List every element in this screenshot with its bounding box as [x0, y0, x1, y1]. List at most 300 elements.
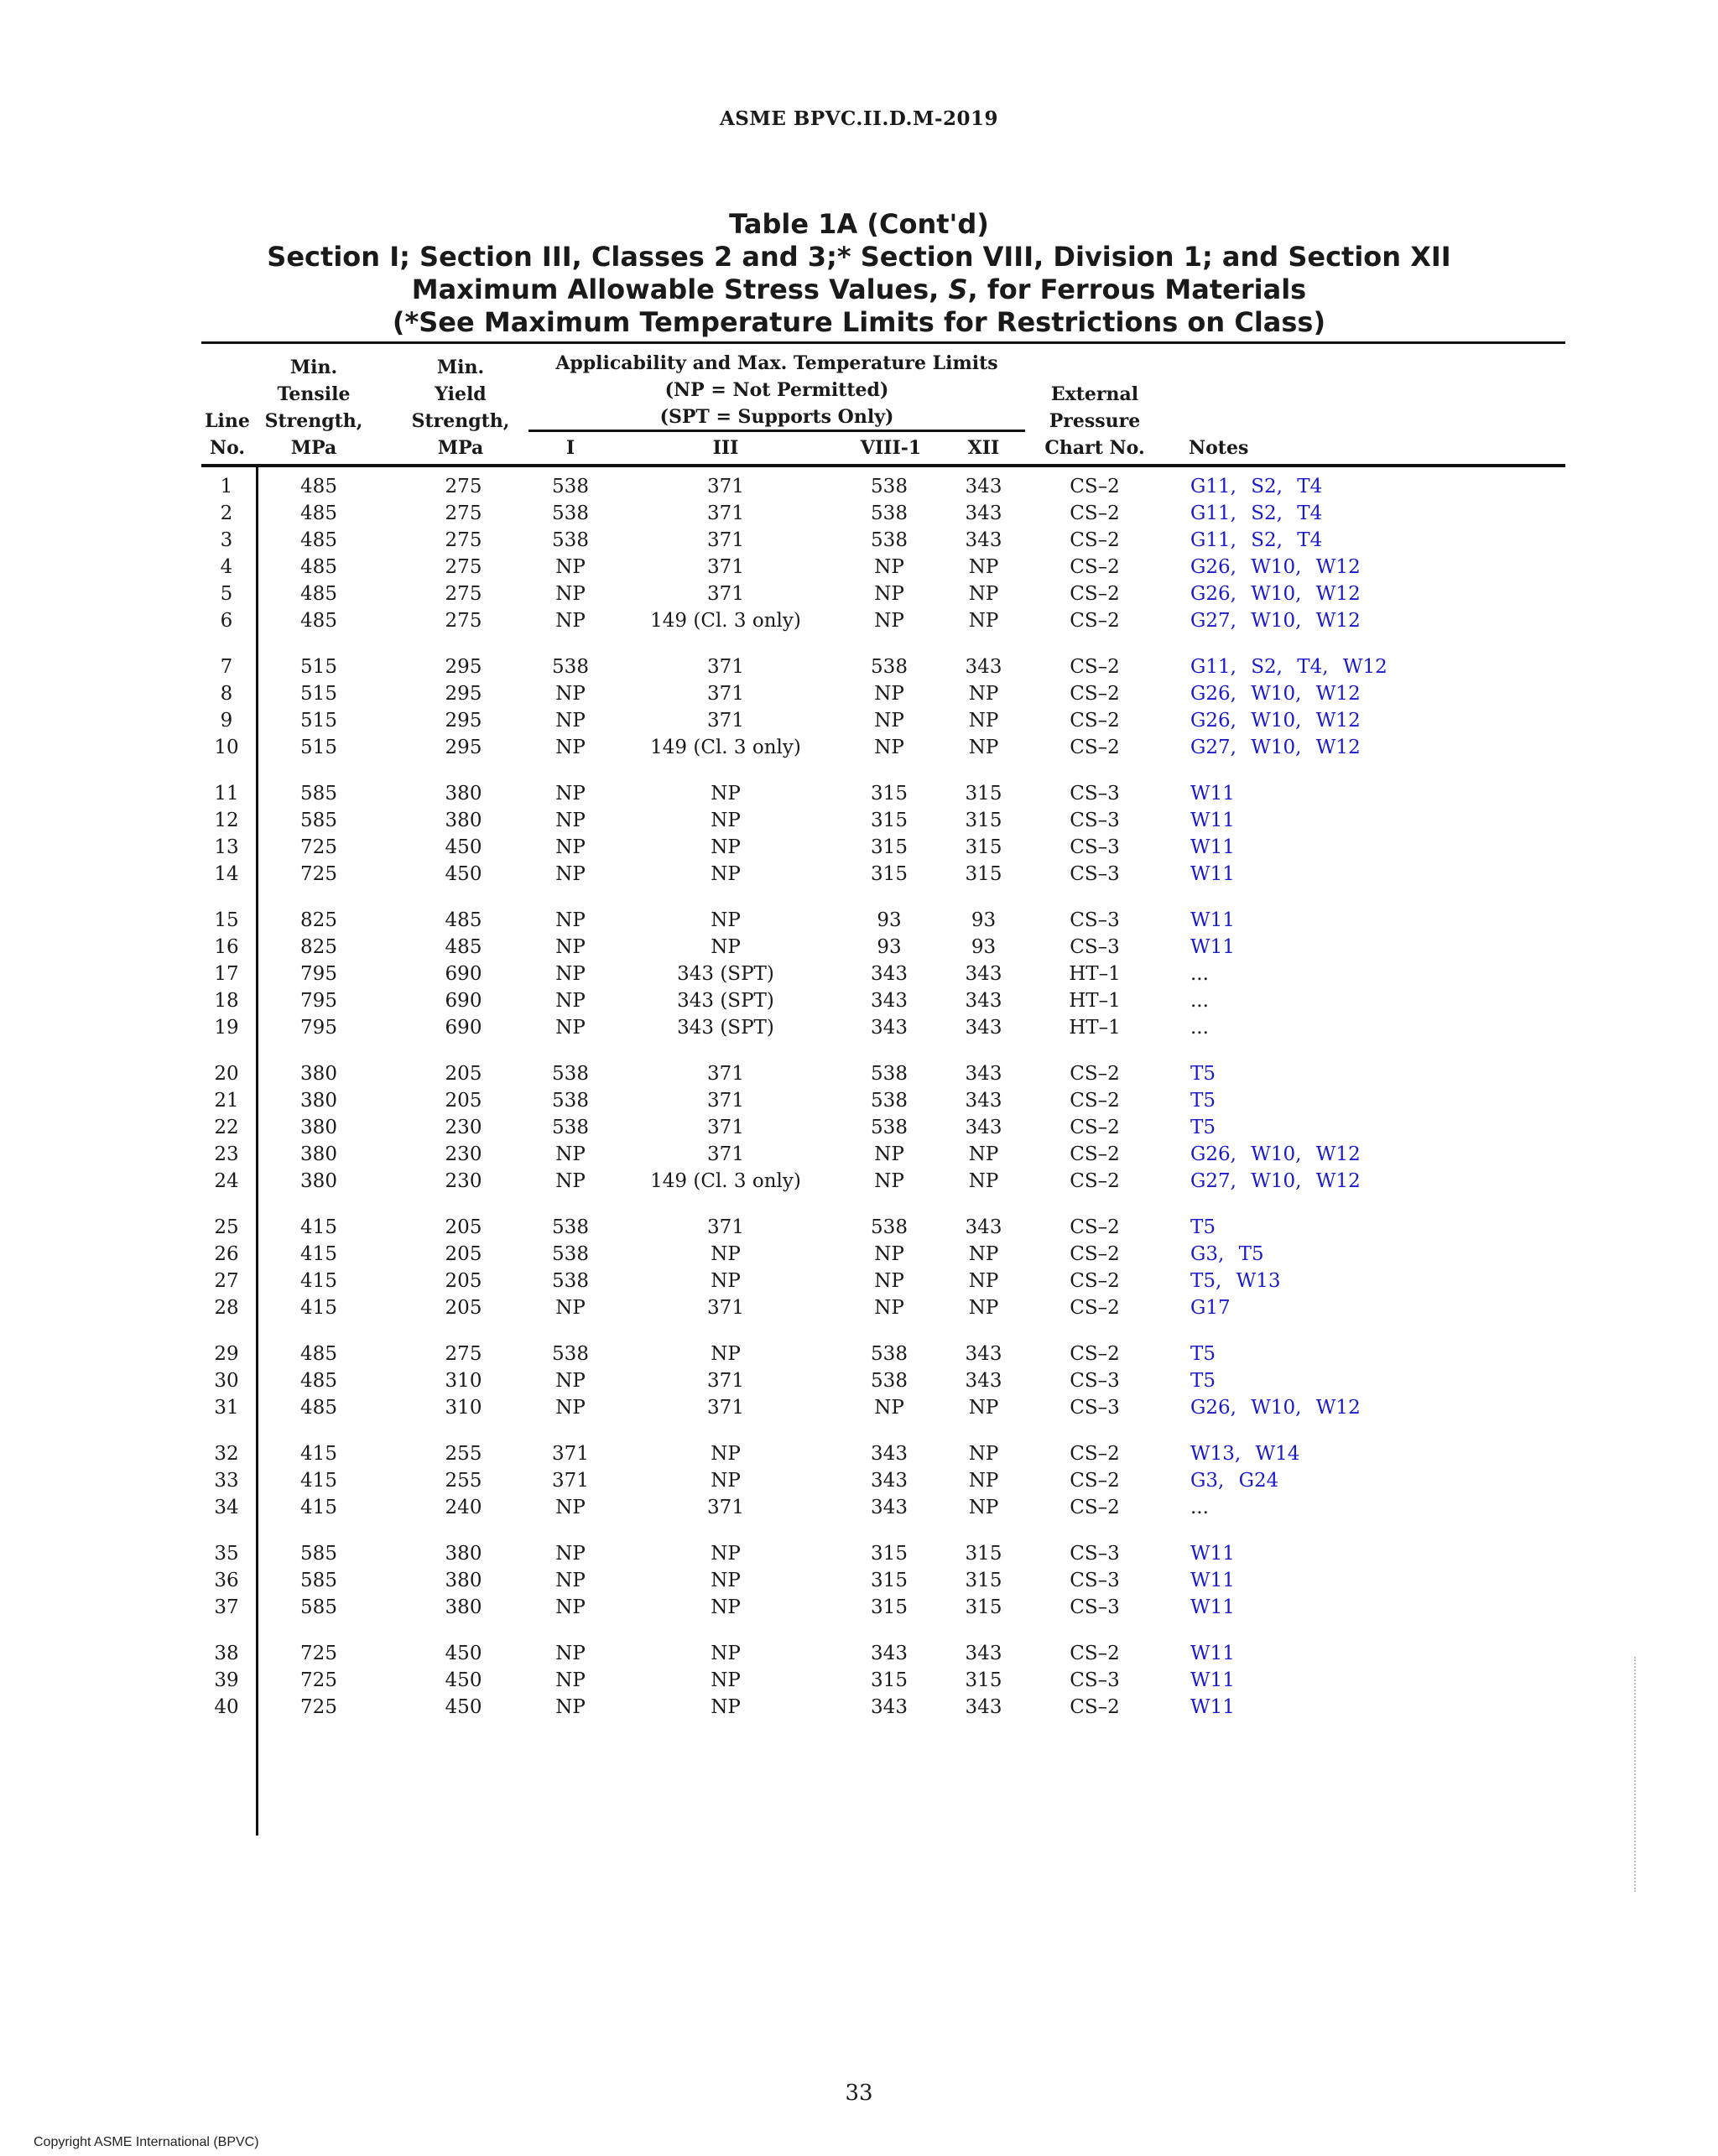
cell-notes[interactable]: G3, G24: [1190, 1470, 1279, 1492]
cell-XII: NP: [968, 1397, 999, 1419]
cell-notes[interactable]: G26, W10, W12: [1190, 556, 1361, 578]
cell-I: NP: [555, 1297, 586, 1319]
margin-dot-trail: [1634, 1657, 1643, 1892]
cell-chart-no: CS–2: [1070, 503, 1120, 524]
cell-chart-no: CS–2: [1070, 1270, 1120, 1292]
cell-tensile: 725: [300, 1643, 337, 1664]
cell-I: NP: [555, 1170, 586, 1192]
cell-line-no: 9: [220, 710, 233, 732]
cell-notes[interactable]: G26, W10, W12: [1190, 1397, 1361, 1419]
cell-I: NP: [555, 683, 586, 705]
cell-VIII-1: NP: [874, 1243, 904, 1265]
cell-I: 538: [552, 1243, 589, 1265]
cell-VIII-1: 538: [871, 656, 908, 678]
cell-tensile: 515: [300, 710, 337, 732]
cell-notes[interactable]: G26, W10, W12: [1190, 710, 1361, 732]
cell-notes: ...: [1190, 1017, 1209, 1039]
cell-I: NP: [555, 1397, 586, 1419]
cell-III: 371: [707, 476, 744, 497]
cell-III: NP: [711, 1543, 741, 1565]
cell-VIII-1: NP: [874, 1270, 904, 1292]
cell-chart-no: CS–2: [1070, 710, 1120, 732]
cell-XII: 343: [965, 1696, 1002, 1718]
cell-XII: NP: [968, 1297, 999, 1319]
cell-XII: 343: [965, 1216, 1002, 1238]
cell-XII: NP: [968, 1497, 999, 1518]
cell-XII: NP: [968, 1170, 999, 1192]
cell-III: 149 (Cl. 3 only): [650, 1170, 801, 1192]
cell-VIII-1: NP: [874, 610, 904, 632]
cell-tensile: 585: [300, 783, 337, 805]
cell-chart-no: CS–2: [1070, 529, 1120, 551]
cell-XII: 315: [965, 1570, 1002, 1591]
cell-yield: 485: [445, 909, 482, 931]
cell-I: 538: [552, 1270, 589, 1292]
cell-chart-no: CS–3: [1070, 836, 1120, 858]
cell-I: NP: [555, 710, 586, 732]
cell-tensile: 485: [300, 583, 337, 605]
cell-XII: 343: [965, 1117, 1002, 1138]
cell-III: NP: [711, 936, 741, 958]
cell-yield: 295: [445, 737, 482, 758]
cell-I: 538: [552, 529, 589, 551]
table-title: [0, 208, 1718, 339]
cell-I: NP: [555, 990, 586, 1012]
cell-III: NP: [711, 810, 741, 831]
cell-III: 371: [707, 1063, 744, 1085]
cell-VIII-1: NP: [874, 1170, 904, 1192]
cell-chart-no: CS–2: [1070, 1443, 1120, 1465]
cell-line-no: 3: [220, 529, 233, 551]
cell-notes[interactable]: W11: [1190, 836, 1235, 858]
cell-III: NP: [711, 909, 741, 931]
cell-VIII-1: 343: [871, 963, 908, 985]
cell-line-no: 4: [220, 556, 233, 578]
cell-notes[interactable]: G27, W10, W12: [1190, 737, 1361, 758]
header-min-yield: Min. Yield Strength, MPa: [411, 357, 510, 459]
cell-I: 538: [552, 503, 589, 524]
cell-tensile: 515: [300, 737, 337, 758]
cell-tensile: 485: [300, 1397, 337, 1419]
cell-chart-no: HT–1: [1069, 1017, 1121, 1039]
cell-III: 343 (SPT): [677, 963, 774, 985]
cell-yield: 275: [445, 529, 482, 551]
cell-VIII-1: 538: [871, 529, 908, 551]
cell-yield: 380: [445, 810, 482, 831]
cell-notes: ...: [1190, 990, 1209, 1012]
cell-notes[interactable]: G27, W10, W12: [1190, 610, 1361, 632]
cell-notes[interactable]: W11: [1190, 936, 1235, 958]
cell-I: NP: [555, 1017, 586, 1039]
cell-yield: 485: [445, 936, 482, 958]
cell-I: NP: [555, 836, 586, 858]
cell-VIII-1: NP: [874, 1397, 904, 1419]
cell-VIII-1: 538: [871, 1117, 908, 1138]
cell-VIII-1: 315: [871, 783, 908, 805]
cell-III: NP: [711, 863, 741, 885]
cell-yield: 275: [445, 476, 482, 497]
cell-chart-no: CS–3: [1070, 810, 1120, 831]
cell-tensile: 415: [300, 1443, 337, 1465]
cell-tensile: 585: [300, 1596, 337, 1618]
cell-chart-no: HT–1: [1069, 963, 1121, 985]
cell-line-no: 37: [214, 1596, 239, 1618]
cell-chart-no: CS–2: [1070, 1117, 1120, 1138]
cell-line-no: 6: [220, 610, 233, 632]
cell-tensile: 795: [300, 963, 337, 985]
cell-VIII-1: 343: [871, 1443, 908, 1465]
cell-tensile: 380: [300, 1117, 337, 1138]
cell-chart-no: HT–1: [1069, 990, 1121, 1012]
cell-line-no: 32: [214, 1443, 239, 1465]
cell-yield: 205: [445, 1243, 482, 1265]
cell-chart-no: CS–2: [1070, 1297, 1120, 1319]
cell-line-no: 22: [214, 1117, 239, 1138]
title-line-4: (*See Maximum Temperature Limits for Restrictions on Class): [392, 306, 1326, 338]
cell-I: 538: [552, 1063, 589, 1085]
cell-tensile: 485: [300, 556, 337, 578]
cell-III: 371: [707, 1117, 744, 1138]
cell-yield: 310: [445, 1370, 482, 1392]
cell-III: 371: [707, 1090, 744, 1112]
cell-I: 538: [552, 1216, 589, 1238]
cell-III: NP: [711, 1343, 741, 1365]
title-line-1: Table 1A (Cont'd): [729, 208, 989, 240]
cell-notes[interactable]: W11: [1190, 1643, 1235, 1664]
cell-XII: 343: [965, 1017, 1002, 1039]
cell-tensile: 485: [300, 1343, 337, 1365]
cell-tensile: 415: [300, 1497, 337, 1518]
cell-XII: NP: [968, 1443, 999, 1465]
cell-III: NP: [711, 1270, 741, 1292]
cell-notes[interactable]: G3, T5: [1190, 1243, 1264, 1265]
cell-tensile: 795: [300, 1017, 337, 1039]
cell-tensile: 585: [300, 1543, 337, 1565]
cell-tensile: 415: [300, 1470, 337, 1492]
cell-VIII-1: 315: [871, 1543, 908, 1565]
cell-chart-no: CS–2: [1070, 1470, 1120, 1492]
cell-I: NP: [555, 810, 586, 831]
cell-chart-no: CS–3: [1070, 1397, 1120, 1419]
cell-I: NP: [555, 583, 586, 605]
cell-notes: ...: [1190, 1497, 1209, 1518]
cell-line-no: 1: [220, 476, 233, 497]
header-notes: Notes: [1189, 437, 1249, 459]
cell-yield: 255: [445, 1470, 482, 1492]
cell-line-no: 28: [214, 1297, 239, 1319]
cell-III: 371: [707, 503, 744, 524]
cell-tensile: 485: [300, 1370, 337, 1392]
cell-VIII-1: 538: [871, 1370, 908, 1392]
cell-line-no: 16: [214, 936, 239, 958]
cell-chart-no: CS–2: [1070, 1063, 1120, 1085]
cell-chart-no: CS–2: [1070, 737, 1120, 758]
cell-notes[interactable]: T5: [1190, 1090, 1216, 1112]
cell-chart-no: CS–3: [1070, 1669, 1120, 1691]
cell-line-no: 7: [220, 656, 233, 678]
cell-line-no: 13: [214, 836, 239, 858]
cell-III: 371: [707, 1397, 744, 1419]
table-top-rule: [201, 341, 1565, 344]
cell-line-no: 23: [214, 1143, 239, 1165]
cell-XII: NP: [968, 737, 999, 758]
cell-notes[interactable]: T5: [1190, 1343, 1216, 1365]
cell-line-no: 25: [214, 1216, 239, 1238]
cell-tensile: 795: [300, 990, 337, 1012]
header-line-no: Line No.: [205, 410, 250, 459]
cell-III: 371: [707, 1370, 744, 1392]
cell-notes[interactable]: G11, S2, T4: [1190, 503, 1323, 524]
cell-III: 371: [707, 583, 744, 605]
cell-line-no: 11: [214, 783, 239, 805]
cell-III: 343 (SPT): [677, 1017, 774, 1039]
cell-notes[interactable]: W11: [1190, 1596, 1235, 1618]
cell-yield: 230: [445, 1117, 482, 1138]
cell-III: 371: [707, 1216, 744, 1238]
cell-XII: 343: [965, 476, 1002, 497]
cell-chart-no: CS–3: [1070, 863, 1120, 885]
cell-notes[interactable]: T5: [1190, 1117, 1216, 1138]
page-number: 33: [845, 2080, 873, 2106]
cell-VIII-1: 315: [871, 1570, 908, 1591]
cell-I: 538: [552, 1117, 589, 1138]
cell-XII: 343: [965, 1370, 1002, 1392]
cell-notes[interactable]: T5: [1190, 1063, 1216, 1085]
cell-III: NP: [711, 1696, 741, 1718]
cell-I: NP: [555, 1643, 586, 1664]
cell-I: NP: [555, 1370, 586, 1392]
cell-XII: NP: [968, 1243, 999, 1265]
cell-XII: NP: [968, 556, 999, 578]
cell-tensile: 485: [300, 476, 337, 497]
cell-line-no: 36: [214, 1570, 239, 1591]
cell-III: 371: [707, 1143, 744, 1165]
cell-III: NP: [711, 1669, 741, 1691]
cell-notes[interactable]: G11, S2, T4, W12: [1190, 656, 1387, 678]
cell-XII: 343: [965, 529, 1002, 551]
cell-XII: 343: [965, 1643, 1002, 1664]
cell-III: 149 (Cl. 3 only): [650, 737, 801, 758]
cell-VIII-1: 538: [871, 1090, 908, 1112]
cell-III: 371: [707, 656, 744, 678]
cell-XII: NP: [968, 710, 999, 732]
cell-yield: 450: [445, 1696, 482, 1718]
cell-notes[interactable]: G26, W10, W12: [1190, 1143, 1361, 1165]
cell-yield: 275: [445, 556, 482, 578]
cell-XII: 343: [965, 1063, 1002, 1085]
cell-yield: 205: [445, 1090, 482, 1112]
cell-yield: 690: [445, 990, 482, 1012]
cell-line-no: 33: [214, 1470, 239, 1492]
cell-VIII-1: 538: [871, 1343, 908, 1365]
cell-yield: 295: [445, 656, 482, 678]
cell-line-no: 20: [214, 1063, 239, 1085]
cell-yield: 240: [445, 1497, 482, 1518]
cell-notes[interactable]: W11: [1190, 1696, 1235, 1718]
cell-chart-no: CS–3: [1070, 783, 1120, 805]
cell-yield: 275: [445, 583, 482, 605]
cell-yield: 295: [445, 683, 482, 705]
cell-notes[interactable]: W11: [1190, 863, 1235, 885]
cell-tensile: 725: [300, 1696, 337, 1718]
cell-XII: NP: [968, 610, 999, 632]
cell-yield: 450: [445, 1669, 482, 1691]
cell-line-no: 40: [214, 1696, 239, 1718]
copyright-notice: Copyright ASME International (BPVC): [34, 2135, 259, 2149]
cell-VIII-1: NP: [874, 737, 904, 758]
cell-III: NP: [711, 1596, 741, 1618]
cell-yield: 690: [445, 1017, 482, 1039]
running-header: ASME BPVC.II.D.M-2019: [719, 107, 999, 130]
cell-line-no: 35: [214, 1543, 239, 1565]
cell-chart-no: CS–3: [1070, 1543, 1120, 1565]
cell-tensile: 380: [300, 1143, 337, 1165]
cell-notes[interactable]: W11: [1190, 909, 1235, 931]
cell-line-no: 5: [220, 583, 233, 605]
cell-line-no: 10: [214, 737, 239, 758]
cell-yield: 205: [445, 1270, 482, 1292]
cell-notes[interactable]: T5: [1190, 1370, 1216, 1392]
cell-VIII-1: 315: [871, 810, 908, 831]
cell-chart-no: CS–3: [1070, 1370, 1120, 1392]
cell-III: 371: [707, 710, 744, 732]
cell-yield: 380: [445, 783, 482, 805]
cell-VIII-1: 343: [871, 1696, 908, 1718]
cell-notes[interactable]: T5: [1190, 1216, 1216, 1238]
cell-line-no: 26: [214, 1243, 239, 1265]
cell-tensile: 515: [300, 683, 337, 705]
cell-VIII-1: NP: [874, 710, 904, 732]
applicability-rule: [528, 430, 1025, 432]
cell-I: NP: [555, 1669, 586, 1691]
cell-yield: 310: [445, 1397, 482, 1419]
cell-line-no: 2: [220, 503, 233, 524]
cell-line-no: 34: [214, 1497, 239, 1518]
cell-notes[interactable]: W11: [1190, 783, 1235, 805]
cell-yield: 230: [445, 1143, 482, 1165]
cell-chart-no: CS–3: [1070, 1596, 1120, 1618]
cell-line-no: 15: [214, 909, 239, 931]
cell-yield: 275: [445, 610, 482, 632]
cell-III: 371: [707, 529, 744, 551]
cell-VIII-1: 93: [877, 936, 902, 958]
cell-I: NP: [555, 963, 586, 985]
cell-yield: 230: [445, 1170, 482, 1192]
cell-VIII-1: 315: [871, 1596, 908, 1618]
cell-notes[interactable]: G11, S2, T4: [1190, 476, 1323, 497]
cell-tensile: 415: [300, 1297, 337, 1319]
cell-chart-no: CS–3: [1070, 1570, 1120, 1591]
title-line-3: Maximum Allowable Stress Values, S, for Ferrous Materials: [411, 273, 1307, 305]
cell-line-no: 18: [214, 990, 239, 1012]
cell-III: NP: [711, 1470, 741, 1492]
cell-yield: 295: [445, 710, 482, 732]
cell-III: NP: [711, 1643, 741, 1664]
cell-tensile: 485: [300, 529, 337, 551]
cell-yield: 450: [445, 836, 482, 858]
cell-chart-no: CS–2: [1070, 1643, 1120, 1664]
cell-VIII-1: NP: [874, 1297, 904, 1319]
cell-notes[interactable]: W13, W14: [1190, 1443, 1300, 1465]
cell-notes[interactable]: G26, W10, W12: [1190, 583, 1361, 605]
cell-XII: 343: [965, 1090, 1002, 1112]
cell-chart-no: CS–2: [1070, 1497, 1120, 1518]
cell-XII: 315: [965, 810, 1002, 831]
cell-chart-no: CS–3: [1070, 909, 1120, 931]
cell-tensile: 415: [300, 1216, 337, 1238]
cell-notes[interactable]: W11: [1190, 810, 1235, 831]
cell-I: NP: [555, 1143, 586, 1165]
cell-notes[interactable]: W11: [1190, 1669, 1235, 1691]
cell-I: NP: [555, 1696, 586, 1718]
cell-tensile: 515: [300, 656, 337, 678]
cell-line-no: 19: [214, 1017, 239, 1039]
cell-chart-no: CS–2: [1070, 556, 1120, 578]
cell-I: NP: [555, 1596, 586, 1618]
cell-XII: NP: [968, 683, 999, 705]
cell-line-no: 27: [214, 1270, 239, 1292]
cell-VIII-1: 538: [871, 1063, 908, 1085]
cell-XII: 93: [971, 909, 997, 931]
cell-yield: 450: [445, 1643, 482, 1664]
header-col-I: I: [565, 437, 575, 459]
cell-line-no: 17: [214, 963, 239, 985]
cell-tensile: 725: [300, 863, 337, 885]
cell-notes[interactable]: W11: [1190, 1543, 1235, 1565]
cell-notes[interactable]: T5, W13: [1190, 1270, 1281, 1292]
cell-XII: NP: [968, 1270, 999, 1292]
cell-tensile: 380: [300, 1063, 337, 1085]
cell-I: NP: [555, 909, 586, 931]
cell-notes[interactable]: G17: [1190, 1297, 1231, 1319]
cell-XII: NP: [968, 1143, 999, 1165]
cell-notes[interactable]: G26, W10, W12: [1190, 683, 1361, 705]
cell-VIII-1: NP: [874, 1143, 904, 1165]
cell-III: NP: [711, 1243, 741, 1265]
cell-yield: 205: [445, 1297, 482, 1319]
cell-chart-no: CS–2: [1070, 1343, 1120, 1365]
cell-VIII-1: 315: [871, 863, 908, 885]
cell-notes[interactable]: W11: [1190, 1570, 1235, 1591]
cell-line-no: 39: [214, 1669, 239, 1691]
cell-I: NP: [555, 1570, 586, 1591]
cell-notes[interactable]: G11, S2, T4: [1190, 529, 1323, 551]
cell-notes[interactable]: G27, W10, W12: [1190, 1170, 1361, 1192]
cell-VIII-1: 538: [871, 503, 908, 524]
header-col-III: III: [712, 437, 739, 459]
cell-VIII-1: 538: [871, 1216, 908, 1238]
cell-chart-no: CS–2: [1070, 476, 1120, 497]
cell-III: 371: [707, 683, 744, 705]
cell-XII: 93: [971, 936, 997, 958]
cell-XII: 315: [965, 1669, 1002, 1691]
cell-line-no: 14: [214, 863, 239, 885]
cell-tensile: 725: [300, 836, 337, 858]
cell-tensile: 725: [300, 1669, 337, 1691]
cell-I: 371: [552, 1443, 589, 1465]
cell-I: NP: [555, 556, 586, 578]
cell-III: NP: [711, 836, 741, 858]
cell-XII: 315: [965, 783, 1002, 805]
cell-tensile: 380: [300, 1170, 337, 1192]
cell-III: 371: [707, 1497, 744, 1518]
cell-tensile: 415: [300, 1243, 337, 1265]
cell-chart-no: CS–2: [1070, 656, 1120, 678]
cell-VIII-1: 315: [871, 836, 908, 858]
cell-III: NP: [711, 783, 741, 805]
cell-XII: 343: [965, 990, 1002, 1012]
cell-yield: 205: [445, 1063, 482, 1085]
